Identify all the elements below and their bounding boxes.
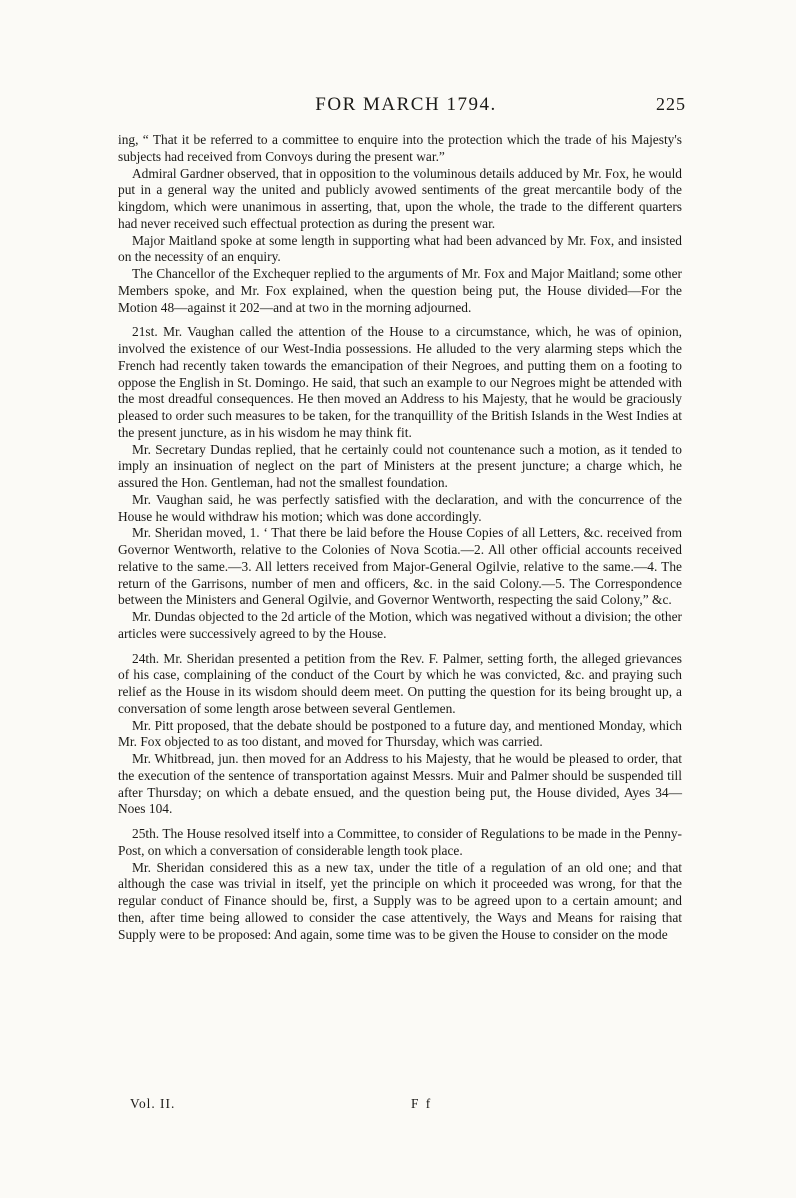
body-text <box>118 132 682 943</box>
paragraph: 24th. Mr. Sheridan presented a petition from the Rev. F. Palmer, setting forth, the alleged grievances of his case, complaining of the conduct of the Court by which he was convicted, &c. and praying such relief as the House in its wisdom should deem meet. On putting the question for its being brought up, a conversation of some length arose between several Gentlemen. <box>118 650 682 716</box>
paragraph: 25th. The House resolved itself into a Committee, to consider of Regulations to be made in the Penny-Post, on which a conversation of considerable length took place. <box>118 826 682 858</box>
paragraph: ing, “ That it be referred to a committee to enquire into the protection which the trade of his Majesty's subjects had received from Convoys during the present war.” <box>118 132 682 164</box>
signature-mark: F f <box>411 1096 433 1111</box>
page-number: 225 <box>656 94 686 114</box>
paragraph: Mr. Pitt proposed, that the debate should be postponed to a future day, and mentioned Monday, which Mr. Fox objected to as too distant, and moved for Thursday, which was carried. <box>118 717 682 750</box>
page-header <box>130 94 686 122</box>
paragraph: Major Maitland spoke at some length in supporting what had been advanced by Mr. Fox, and insisted on the necessity of an enquiry. <box>118 232 682 265</box>
running-title: FOR MARCH 1794. <box>315 94 497 115</box>
paragraph: Admiral Gardner observed, that in opposition to the voluminous details adduced by Mr. Fox, he would put in a general way the united and publicly avowed sentiments of the great mercantile body of the kingdom, which were unanimous in asserting, that, upon the whole, the trade to the different quarters had never received such effectual protection as during the present war. <box>118 165 682 231</box>
volume-label: Vol. II. <box>130 1096 176 1111</box>
paragraph: The Chancellor of the Exchequer replied to the arguments of Mr. Fox and Major Maitland; some other Members spoke, and Mr. Fox explained, when the question being put, the House divided—For the Motion 48—against it 202—and at two in the morning adjourned. <box>118 266 682 315</box>
paragraph: Mr. Secretary Dundas replied, that he certainly could not countenance such a motion, as it tended to imply an insinuation of neglect on the part of Ministers at the present juncture; a charge which, he assured the Hon. Gentleman, had not the smallest foundation. <box>118 441 682 490</box>
paragraph: Mr. Sheridan moved, 1. ‘ That there be laid before the House Copies of all Letters, &c. received from Governor Wentworth, relative to the Colonies of Nova Scotia.—2. All other official accounts received relative to the same.—3. All letters received from Major-General Ogilvie, relative to the same.—4. The return of the Garrisons, number of men and officers, &c. in the said Colony.—5. The Correspondence between the Ministers and General Ogilvie, and Governor Wentworth, respecting the said Colony,” &c. <box>118 525 682 608</box>
paragraph: Mr. Whitbread, jun. then moved for an Address to his Majesty, that he would be pleased to order, that the execution of the sentence of transportation against Messrs. Muir and Palmer should be suspended till after Thursday; on which a debate ensued, and the question being put, the House divided, Ayes 34—Noes 104. <box>118 751 682 817</box>
paragraph: Mr. Sheridan considered this as a new tax, under the title of a regulation of an old one; and that although the case was trivial in itself, yet the principle on which it proceeded was wrong, for that the regular conduct of Finance should be, first, a Supply was to be agreed upon to a certain amount; and then, after time being allowed to consider the case attentively, the Ways and Means for raising that Supply were to be proposed: And again, some time was to be given the House to consider on the mode <box>118 859 682 942</box>
paragraph: Mr. Dundas objected to the 2d article of the Motion, which was negatived without a division; the other articles were successively agreed to by the House. <box>118 609 682 641</box>
paragraph: Mr. Vaughan said, he was perfectly satisfied with the declaration, and with the concurrence of the House he would withdraw his motion; which was done accordingly. <box>118 491 682 524</box>
paragraph: 21st. Mr. Vaughan called the attention of the House to a circumstance, which, he was of opinion, involved the existence of our West-India possessions. He alluded to the very alarming steps which the French had recently taken towards the emancipation of their Negroes, and putting them on a footing to oppose the English in St. Domingo. He said, that such an example to our Negroes might be attended with the most dreadful consequences. He then moved an Address to his Majesty, that he would be graciously pleased to order such measures to be taken, for the tranquillity of the British Islands in the West Indies at the present juncture, as in his wisdom he may think fit. <box>118 324 682 440</box>
